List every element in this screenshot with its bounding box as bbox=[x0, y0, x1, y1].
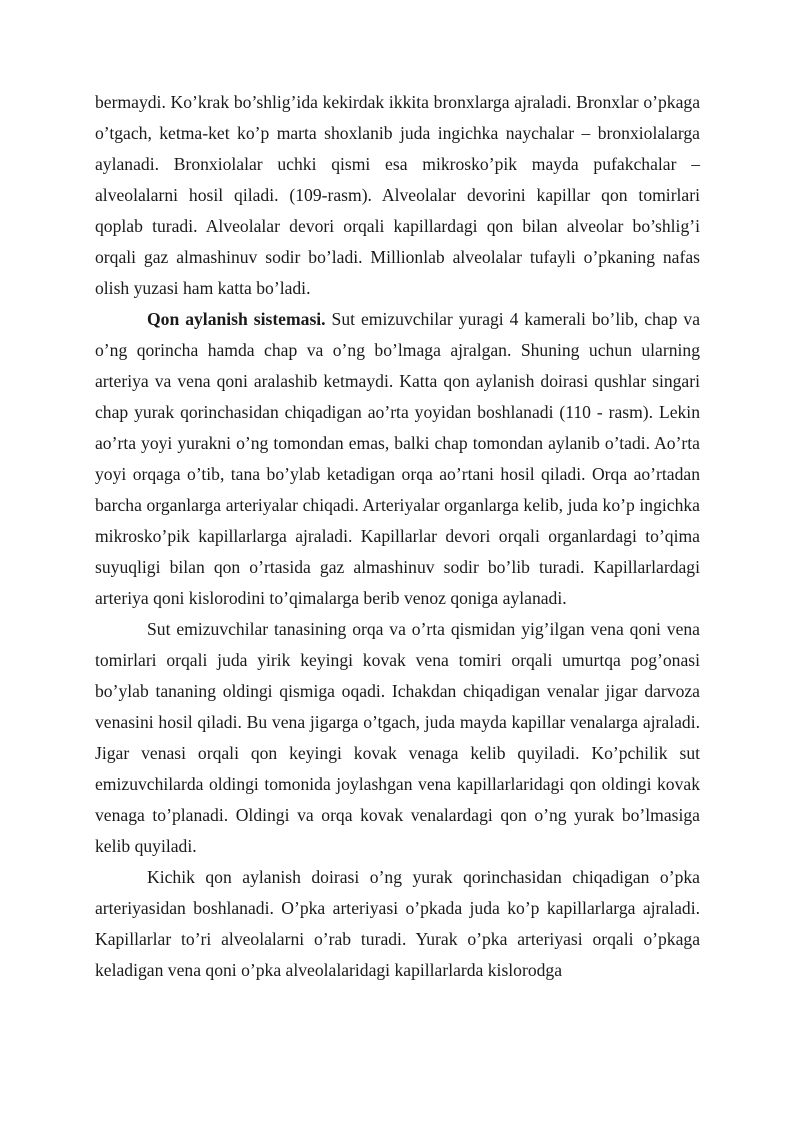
paragraph-pulmonary-circulation: Kichik qon aylanish doirasi o’ng yurak qorinchasidan chiqadigan o’pka arteriyasidan boshlanadi. O’pka arteriyasi o’pkada juda ko’p kapillarlarga ajraladi. Kapillarlar to’ri alveolalarni o’rab turadi. Yurak o’pka arteriyasi orqali o’pkaga keladigan vena qoni o’pka alveolalaridagi kapillarlarda kislorodga bbox=[95, 867, 700, 980]
paragraph-circulatory-system bbox=[95, 304, 700, 614]
paragraph-circulatory-body: Sut emizuvchilar yuragi 4 kamerali bo’lib, chap va o’ng qorincha hamda chap va o’ng bo’lmaga ajralgan. Shuning uchun ularning arteriya va vena qoni aralashib ketmaydi. Katta qon aylanish doirasi qushlar singari chap yurak qorinchasidan chiqadigan ao’rta yoyidan boshlanadi (110 - rasm). Lekin ao’rta yoyi yurakni o’ng tomondan emas, balki chap tomondan aylanib o’tadi. Ao’rta yoyi orqaga o’tib, tana bo’ylab ketadigan orqa ao’rtani hosil qiladi. Orqa ao’rtadan barcha organlarga arteriyalar chiqadi. Arteriyalar organlarga kelib, juda ko’p ingichka mikrosko’pik kapillarlarga ajraladi. Kapillarlar devori orqali organlardagi to’qima suyuqligi bilan qon o’rtasida gaz almashinuv sodir bo’lib turadi. Kapillarlardagi arteriya qoni kislorodini to’qimalarga berib venoz qoniga aylanadi. bbox=[95, 309, 701, 608]
section-heading: Qon aylanish sistemasi. bbox=[147, 309, 326, 329]
document-page bbox=[95, 87, 700, 986]
paragraph-respiration: bermaydi. Ko’krak bo’shlig’ida kekirdak ikkita bronxlarga ajraladi. Bronxlar o’pkaga o’tgach, ketma-ket ko’p marta shoxlanib juda ingichka naychalar – bronxiolalarga aylanadi. Bronxiolalar uchki qismi esa mikrosko’pik mayda pufakchalar – alveolalarni hosil qiladi. (109-rasm). Alveolalar devorini kapillar qon tomirlari qoplab turadi. Alveolalar devori orqali kapillardagi qon bilan alveolar bo’shlig’i orqali gaz almashinuv sodir bo’ladi. Millionlab alveolalar tufayli o’pkaning nafas olish yuzasi ham katta bo’ladi. bbox=[95, 92, 700, 298]
paragraph-venous-return: Sut emizuvchilar tanasining orqa va o’rta qismidan yig’ilgan vena qoni vena tomirlari orqali juda yirik keyingi kovak vena tomiri orqali umurtqa pog’onasi bo’ylab tananing oldingi qismiga oqadi. Ichakdan chiqadigan venalar jigar darvoza venasini hosil qiladi. Bu vena jigarga o’tgach, juda mayda kapillar venalarga ajraladi. Jigar venasi orqali qon keyingi kovak venaga kelib quyiladi. Ko’pchilik sut emizuvchilarda oldingi tomonida joylashgan vena kapillarlaridagi qon oldingi kovak venaga to’planadi. Oldingi va orqa kovak venalardagi qon o’ng yurak bo’lmasiga kelib quyiladi. bbox=[95, 619, 700, 856]
